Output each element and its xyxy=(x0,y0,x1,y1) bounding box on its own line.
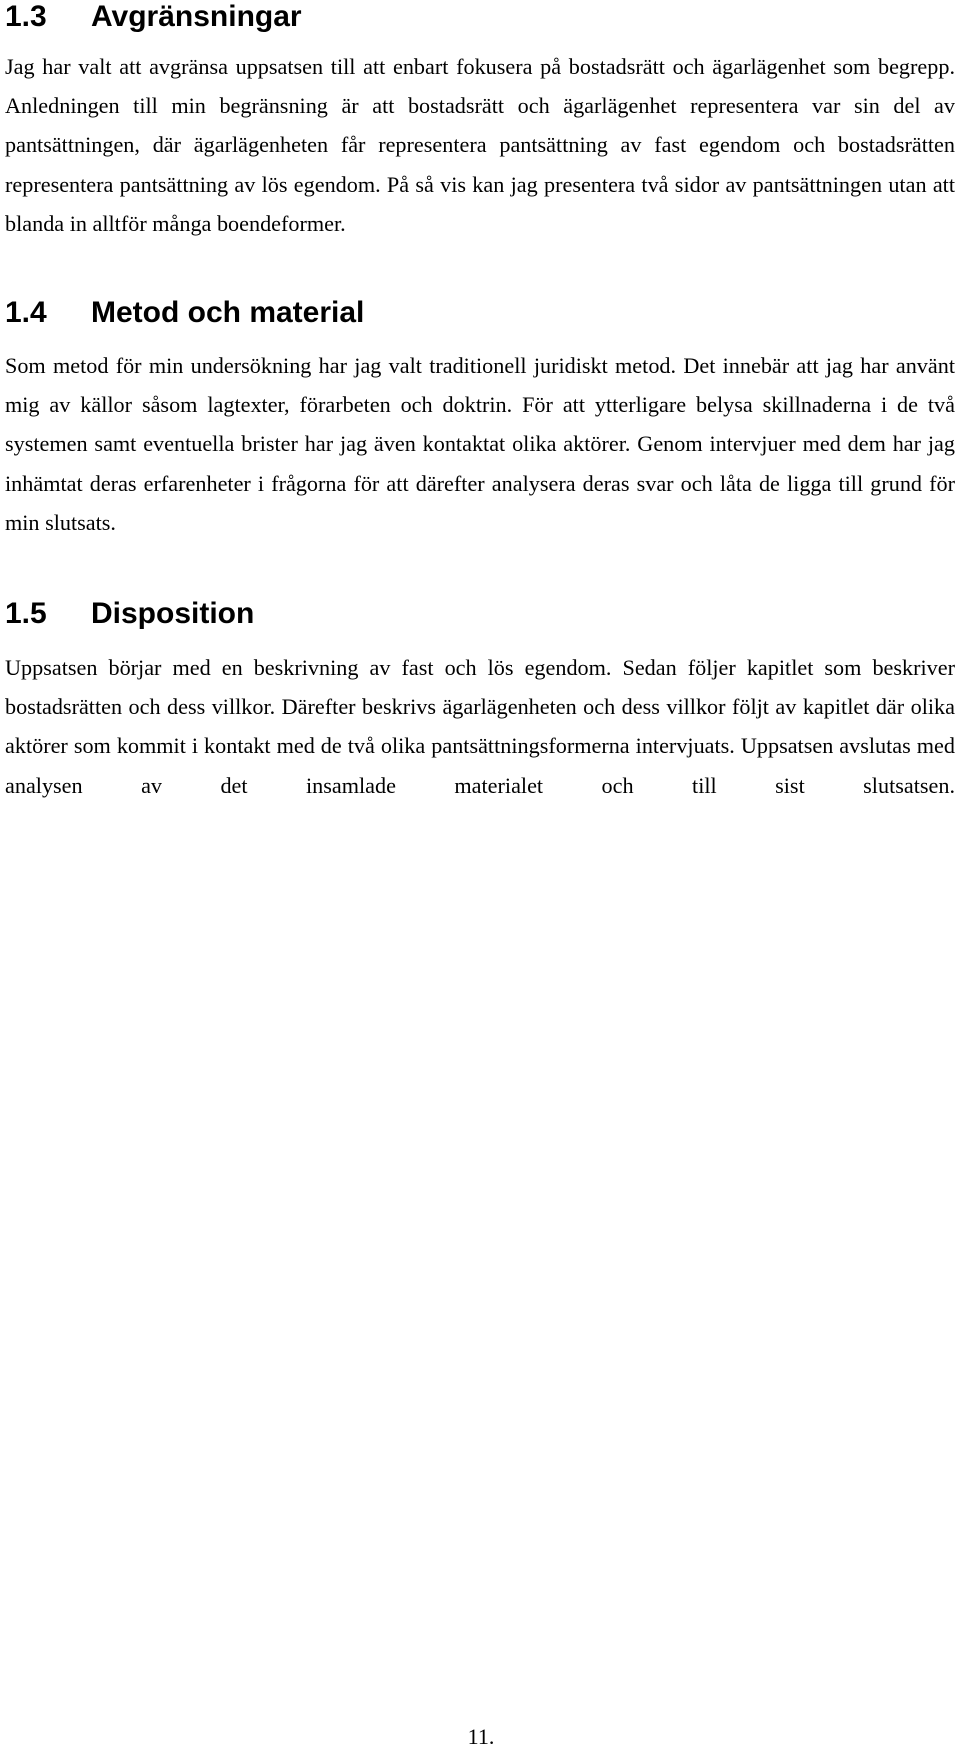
section-avgransningar xyxy=(5,0,955,243)
section-title: Disposition xyxy=(91,597,255,630)
section-title: Avgränsningar xyxy=(91,0,302,33)
page-number: 11. xyxy=(467,1724,495,1749)
section-paragraph: Som metod för min undersökning har jag valt traditionell juridiskt metod. Det innebär att jag har använt mig av källor såsom lagtexter, förarbeten och doktrin. För att ytterligare belysa skillnaderna i de två systemen samt eventuella brister har jag även kontaktat olika aktörer. Genom intervjuer med dem har jag inhämtat deras erfarenheter i frågorna för att därefter analysera deras svar och låta de ligga till grund för min slutsats. xyxy=(5,353,955,535)
page-number-container xyxy=(0,1724,960,1750)
section-number: 1.4 xyxy=(5,296,47,329)
section-number: 1.3 xyxy=(5,0,47,33)
section-disposition xyxy=(5,597,955,805)
section-number: 1.5 xyxy=(5,597,47,630)
section-metod-och-material xyxy=(5,296,955,542)
section-paragraph: Jag har valt att avgränsa uppsatsen till att enbart fokusera på bostadsrätt och ägarlägenhet som begrepp. Anledningen till min begränsning är att bostadsrätt och ägarlägenhet representera var sin del av pantsättningen, där ägarlägenheten får representera pantsättning av fast egendom och bostadsrätten representera pantsättning av lös egendom. På så vis kan jag presentera två sidor av pantsättningen utan att blanda in alltför många boendeformer. xyxy=(5,54,955,236)
section-heading xyxy=(5,296,955,330)
section-heading xyxy=(5,597,955,631)
section-title: Metod och material xyxy=(91,296,365,329)
section-paragraph: Uppsatsen börjar med en beskrivning av fast och lös egendom. Sedan följer kapitlet som beskriver bostadsrätten och dess villkor. Därefter beskrivs ägarlägenheten och dess villkor följt av kapitlet där olika aktörer som kommit i kontakt med de två olika pantsättningsformerna intervjuats. Uppsatsen avslutas med analysen av det insamlade materialet och till sist slutsatsen. xyxy=(5,655,955,798)
section-heading xyxy=(5,0,955,34)
